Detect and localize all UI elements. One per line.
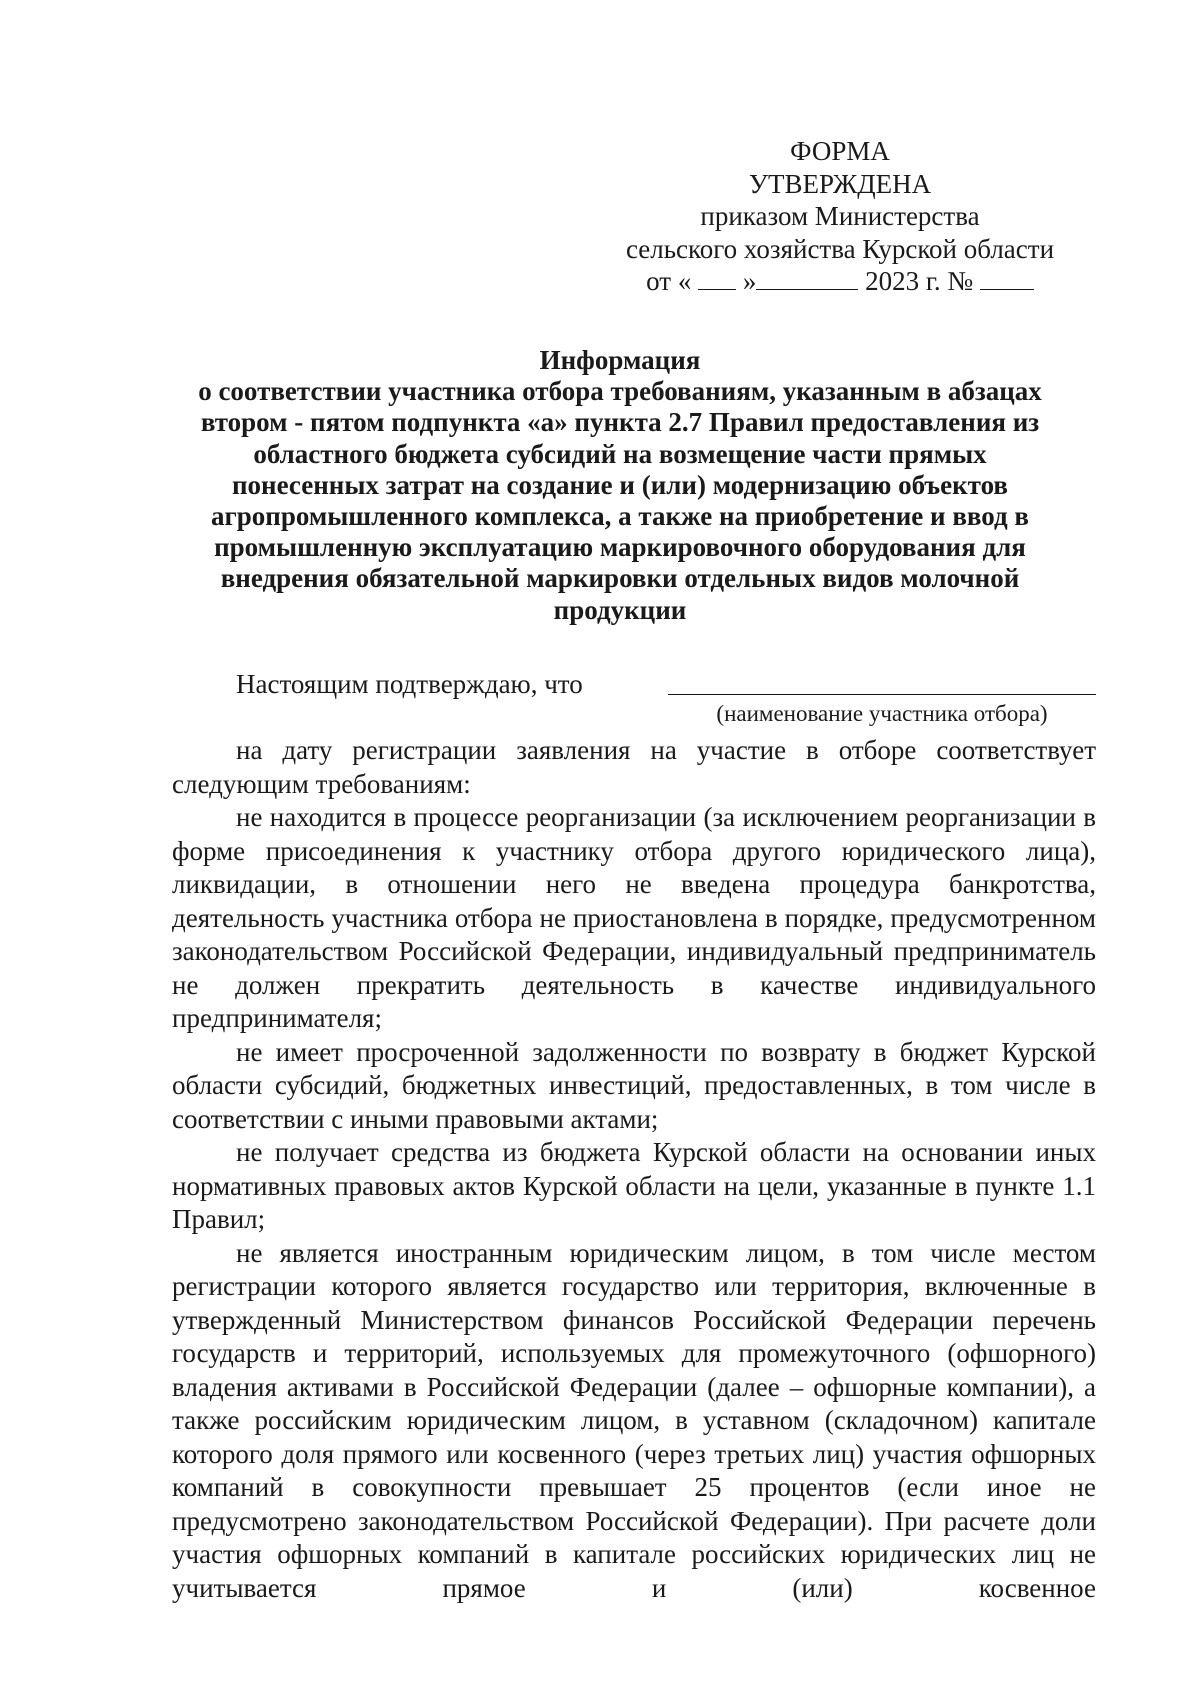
title-line: продукции (553, 594, 687, 625)
body-paragraph: не находится в процессе реорганизации (за исключением реорганизации в форме присоединения к участнику отбора другого юридического лица), ликвидации, в отношении него не введена процедура банкротства, деятельность участника отбора не приостановлена в порядке, предусмотренном законодательством Российской Федерации, индивидуальный предприниматель не должен прекратить деятельность в качестве индивидуального предпринимателя; (172, 802, 1096, 1033)
approval-number-blank (980, 267, 1034, 290)
confirm-text: Настоящим подтверждаю, что (236, 669, 583, 699)
title-line: промышленную эксплуатацию маркировочного оборудования для (214, 532, 1026, 563)
title-line: втором - пятом подпункта «а» пункта 2.7 Правил предоставления из (200, 407, 1040, 438)
body-paragraph: на дату регистрации заявления на участие в отборе соответствует следующим требованиям: (172, 735, 1096, 799)
title-line: понесенных затрат на создание и (или) модернизацию объектов (232, 469, 1008, 500)
approval-year: 2023 г. № (865, 266, 974, 296)
approval-day-blank (698, 267, 736, 290)
approval-by-order: приказом Министерства (700, 201, 980, 231)
approval-date-prefix: от « (646, 266, 692, 296)
approval-date-mid: » (742, 266, 757, 296)
approval-stamp (600, 135, 1080, 298)
approval-date-line (600, 265, 1080, 298)
approval-approved-label: УТВЕРЖДЕНА (748, 168, 932, 199)
body-paragraph: не является иностранным юридическим лицом, в том числе местом регистрации которого является государство или территория, включенные в утвержденный Министерством финансов Российской Федерации перечень государств и территорий, используемых для промежуточного (офшорного) владения активами в Российской Федерации (далее – офшорные компании), а также российским юридическим лицом, в уставном (складочном) капитале которого доля прямого или косвенного (через третьих лиц) участия офшорных компаний в совокупности превышает 25 процентов (если иное не предусмотрено законодательством Российской Федерации). При расчете доли участия офшорных компаний в капитале российских юридических лиц не учитывается прямое и (или) косвенное (172, 1237, 1096, 1603)
body-paragraph: не получает средства из бюджета Курской области на основании иных нормативных правовых актов Курской области на цели, указанные в пункте 1.1 Правил; (172, 1137, 1096, 1234)
approval-form-label: ФОРМА (790, 136, 890, 166)
document-title (170, 345, 1070, 626)
body-paragraph: не имеет просроченной задолженности по возврату в бюджет Курской области субсидий, бюджетных инвестиций, предоставленных, в том числе в соответствии с иными правовыми актами; (172, 1036, 1096, 1134)
title-line: внедрения обязательной маркировки отдельных видов молочной (220, 563, 1020, 594)
approval-ministry: сельского хозяйства Курской области (625, 233, 1055, 264)
approval-month-blank (756, 267, 858, 290)
title-heading: Информация (539, 345, 701, 375)
title-line: о соответствии участника отбора требованиям, указанным в абзацах (198, 376, 1042, 407)
participant-name-caption: (наименование участника отбора) (716, 701, 1048, 726)
participant-name-blank (668, 694, 1096, 695)
document-body (172, 734, 1096, 1605)
title-line: областного бюджета субсидий на возмещение части прямых (253, 438, 987, 469)
title-line: агропромышленного комплекса, а также на приобретение и ввод в (210, 501, 1030, 532)
